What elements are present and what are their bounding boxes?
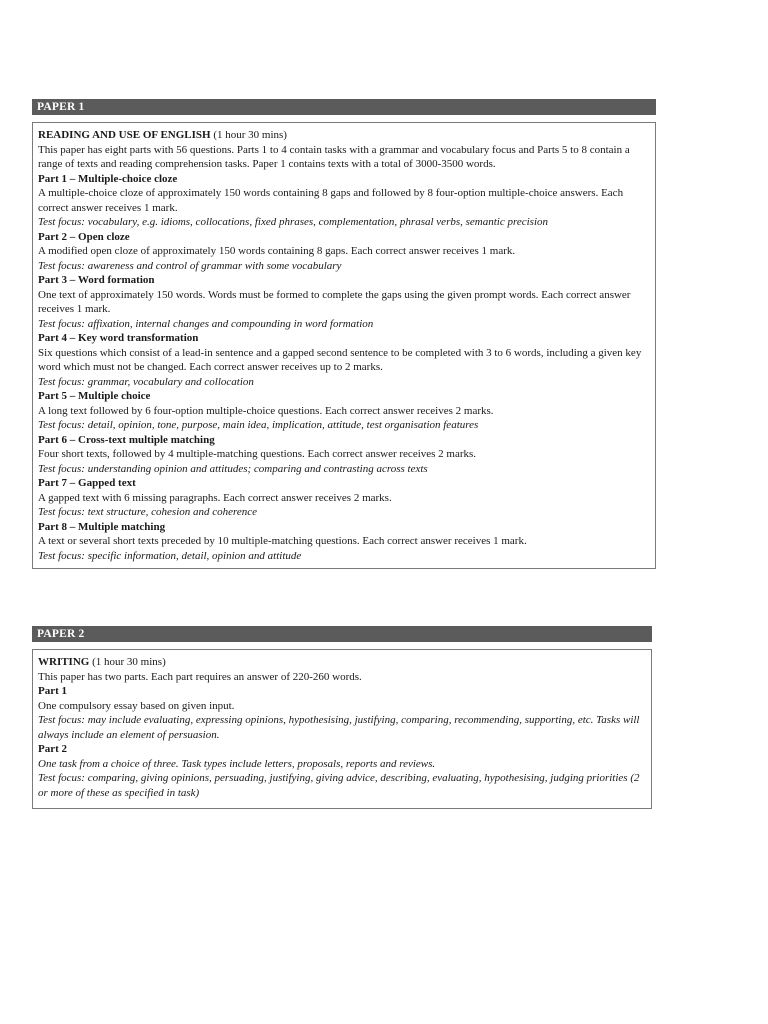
paper-2-content-box [32,649,652,809]
writing-part-2-description: One task from a choice of three. Task types include letters, proposals, reports and reviews. [38,757,436,770]
part-6-title: Part 6 – Cross-text multiple matching [38,433,215,446]
part-4-test-focus: Test focus: grammar, vocabulary and collocation [38,375,254,388]
paper-1-heading [38,128,649,143]
paper-2-heading [38,655,645,670]
part-2-test-focus: Test focus: awareness and control of grammar with some vocabulary [38,259,342,272]
part-5-description: A long text followed by 6 four-option multiple-choice questions. Each correct answer receives 2 marks. [38,404,494,417]
part-7-title: Part 7 – Gapped text [38,477,136,489]
part-2-title: Part 2 – Open cloze [38,230,130,243]
part-1-test-focus: Test focus: vocabulary, e.g. idioms, collocations, fixed phrases, complementation, phrasal verbs, semantic precision [38,216,549,228]
writing-part-1-title: Part 1 [38,685,68,697]
writing-part-1-description: One compulsory essay based on given input. [38,699,235,712]
paper-2-header: PAPER 2 [32,626,652,642]
part-5-title: Part 5 – Multiple choice [38,390,151,402]
paper-2-title: WRITING [38,656,90,668]
part-3-test-focus: Test focus: affixation, internal changes and compounding in word formation [38,317,374,330]
part-5-test-focus: Test focus: detail, opinion, tone, purpose, main idea, implication, attitude, test organisation features [38,419,479,431]
part-4-description: Six questions which consist of a lead-in sentence and a gapped second sentence to be completed with 3 to 6 words, including a given key word which must not be changed. Each correct answer receives up to 2 marks. [38,346,642,373]
paper-1-section [32,99,656,569]
paper-2-duration: (1 hour 30 mins) [89,656,166,668]
part-8-title: Part 8 – Multiple matching [38,520,166,533]
paper-1-content-box [32,122,656,569]
paper-2-intro: This paper has two parts. Each part requires an answer of 220-260 words. [38,670,362,683]
part-3-description: One text of approximately 150 words. Words must be formed to complete the gaps using the given prompt words. Each correct answer receives 1 mark. [38,288,631,315]
part-3-title: Part 3 – Word formation [38,274,155,286]
writing-part-1-test-focus: Test focus: may include evaluating, expressing opinions, hypothesising, justifying, comparing, recommending, supporting, etc. Tasks will always include an element of persuasion. [38,714,640,741]
paper-1-intro: This paper has eight parts with 56 questions. Parts 1 to 4 contain tasks with a grammar and vocabulary focus and Parts 5 to 8 contain a range of texts and reading comprehension tasks. Paper 1 contains texts with a total of 3000-3500 words. [38,143,630,170]
part-2-description: A modified open cloze of approximately 150 words containing 8 gaps. Each correct answer receives 1 mark. [38,245,516,257]
writing-part-2-test-focus: Test focus: comparing, giving opinions, persuading, justifying, giving advice, describing, evaluating, hypothesising, judging priorities (2 or more of these as specified in task) [38,772,640,799]
paper-1-title: READING AND USE OF ENGLISH [38,129,211,141]
paper-1-header: PAPER 1 [32,99,656,115]
paper-1-duration: (1 hour 30 mins) [210,129,287,141]
part-7-description: A gapped text with 6 missing paragraphs. Each correct answer receives 2 marks. [38,491,392,504]
part-6-description: Four short texts, followed by 4 multiple-matching questions. Each correct answer receives 2 marks. [38,448,477,460]
part-1-title: Part 1 – Multiple-choice cloze [38,172,178,185]
part-6-test-focus: Test focus: understanding opinion and attitudes; comparing and contrasting across texts [38,462,428,475]
part-8-description: A text or several short texts preceded by 10 multiple-matching questions. Each correct answer receives 1 mark. [38,535,527,547]
writing-part-2-title: Part 2 [38,743,68,755]
part-4-title: Part 4 – Key word transformation [38,332,199,344]
part-8-test-focus: Test focus: specific information, detail, opinion and attitude [38,549,302,562]
part-1-description: A multiple-choice cloze of approximately 150 words containing 8 gaps and followed by 8 four-option multiple-choice answers. Each correct answer receives 1 mark. [38,187,624,214]
part-7-test-focus: Test focus: text structure, cohesion and coherence [38,506,258,518]
paper-2-section [32,626,652,809]
